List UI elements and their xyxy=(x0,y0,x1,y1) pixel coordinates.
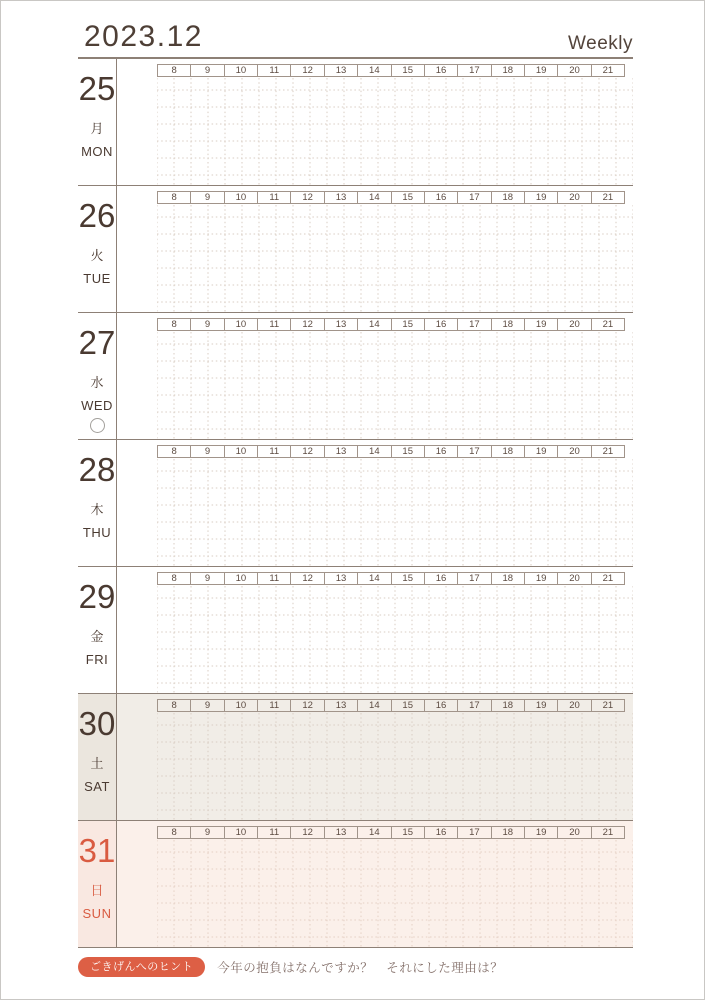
day-label-column xyxy=(78,567,117,693)
hour-cell: 10 xyxy=(224,319,257,330)
day-number: 28 xyxy=(78,451,116,488)
hour-cell: 19 xyxy=(524,827,557,838)
day-number: 31 xyxy=(78,832,116,869)
hour-cell: 18 xyxy=(491,827,524,838)
hour-cell: 18 xyxy=(491,65,524,76)
hint-badge: ごきげんへのヒント xyxy=(78,957,205,977)
day-kanji-label: 火 xyxy=(90,248,104,263)
hour-cell: 9 xyxy=(190,192,223,203)
hour-cell: 12 xyxy=(290,65,323,76)
hour-cell: 14 xyxy=(357,700,390,711)
hour-cell: 13 xyxy=(324,446,357,457)
day-row xyxy=(78,694,633,821)
day-label-column xyxy=(78,821,117,947)
day-english-label: FRI xyxy=(85,652,109,667)
dotted-grid xyxy=(157,713,633,821)
hour-cell: 11 xyxy=(257,700,290,711)
hour-cell: 17 xyxy=(457,827,490,838)
hour-cell: 11 xyxy=(257,192,290,203)
hour-cell: 17 xyxy=(457,319,490,330)
hour-cell: 21 xyxy=(591,192,624,203)
hour-cell: 11 xyxy=(257,319,290,330)
hour-cell: 8 xyxy=(171,192,177,203)
hour-cell: 16 xyxy=(424,319,457,330)
day-row xyxy=(78,567,633,694)
day-row xyxy=(78,59,633,186)
day-kanji-label: 土 xyxy=(90,756,104,771)
hour-cell: 19 xyxy=(524,319,557,330)
day-number: 30 xyxy=(78,705,116,742)
day-kanji-label: 日 xyxy=(90,883,104,898)
day-kanji-label: 月 xyxy=(90,121,104,136)
hour-cell: 12 xyxy=(290,192,323,203)
hour-cell: 8 xyxy=(171,827,177,838)
hour-cell: 18 xyxy=(491,319,524,330)
hour-cell: 15 xyxy=(391,192,424,203)
hour-cell: 12 xyxy=(290,573,323,584)
hour-cell: 20 xyxy=(557,827,590,838)
hour-cell: 16 xyxy=(424,446,457,457)
hour-cell: 17 xyxy=(457,192,490,203)
hour-cell: 14 xyxy=(357,192,390,203)
dotted-grid xyxy=(157,459,633,567)
hour-cell: 13 xyxy=(324,700,357,711)
hour-cell: 15 xyxy=(391,827,424,838)
dotted-grid xyxy=(157,332,633,440)
hour-cell: 9 xyxy=(190,573,223,584)
day-english-label: THU xyxy=(82,525,112,540)
hour-cell: 15 xyxy=(391,700,424,711)
hour-cell: 14 xyxy=(357,319,390,330)
day-number: 26 xyxy=(78,197,116,234)
dotted-grid xyxy=(157,840,633,948)
week-rows xyxy=(78,57,633,948)
hour-cell: 14 xyxy=(357,446,390,457)
day-kanji-label: 金 xyxy=(90,629,104,644)
hour-cell: 8 xyxy=(171,700,177,711)
hour-cell: 21 xyxy=(591,65,624,76)
hour-cell: 17 xyxy=(457,700,490,711)
hour-cell: 9 xyxy=(190,65,223,76)
hour-cell: 11 xyxy=(257,446,290,457)
hour-ruler xyxy=(157,572,625,585)
hour-cell: 13 xyxy=(324,192,357,203)
full-moon-icon xyxy=(90,418,105,433)
hour-cell: 9 xyxy=(190,700,223,711)
hour-cell: 16 xyxy=(424,827,457,838)
day-english-label: SUN xyxy=(82,906,112,921)
dotted-grid xyxy=(157,78,633,186)
hour-cell: 12 xyxy=(290,827,323,838)
hour-cell: 8 xyxy=(171,573,177,584)
hour-cell: 11 xyxy=(257,65,290,76)
hour-cell: 9 xyxy=(190,319,223,330)
day-row xyxy=(78,313,633,440)
hour-cell: 11 xyxy=(257,827,290,838)
hour-cell: 19 xyxy=(524,573,557,584)
hour-cell: 16 xyxy=(424,65,457,76)
day-label-column xyxy=(78,59,117,185)
hour-cell: 20 xyxy=(557,446,590,457)
day-schedule-area xyxy=(117,59,633,185)
hour-cell: 10 xyxy=(224,700,257,711)
hour-cell: 12 xyxy=(290,446,323,457)
hour-cell: 18 xyxy=(491,446,524,457)
hour-ruler xyxy=(157,445,625,458)
day-schedule-area xyxy=(117,440,633,566)
dotted-grid xyxy=(157,586,633,694)
hour-cell: 19 xyxy=(524,192,557,203)
hour-cell: 18 xyxy=(491,192,524,203)
page-title: 2023.12 xyxy=(84,20,203,53)
hour-cell: 19 xyxy=(524,700,557,711)
day-english-label: TUE xyxy=(83,271,111,286)
hour-cell: 16 xyxy=(424,700,457,711)
hour-cell: 12 xyxy=(290,319,323,330)
day-label-column xyxy=(78,440,117,566)
hour-cell: 14 xyxy=(357,65,390,76)
hour-ruler xyxy=(157,191,625,204)
day-row xyxy=(78,440,633,567)
hour-cell: 20 xyxy=(557,319,590,330)
hour-cell: 13 xyxy=(324,827,357,838)
dotted-grid xyxy=(157,205,633,313)
day-schedule-area xyxy=(117,694,633,820)
hour-cell: 20 xyxy=(557,573,590,584)
hint-text: 今年の抱負はなんですか？ それにした理由は？ xyxy=(217,961,504,975)
day-label-column xyxy=(78,313,117,439)
day-kanji-label: 木 xyxy=(90,502,104,517)
day-schedule-area xyxy=(117,313,633,439)
hour-cell: 20 xyxy=(557,65,590,76)
hour-cell: 15 xyxy=(391,446,424,457)
hour-cell: 17 xyxy=(457,65,490,76)
hour-cell: 15 xyxy=(391,319,424,330)
hour-cell: 17 xyxy=(457,446,490,457)
page-type-label: Weekly xyxy=(568,33,633,54)
day-english-label: WED xyxy=(81,398,113,413)
hour-cell: 13 xyxy=(324,319,357,330)
hour-ruler xyxy=(157,64,625,77)
day-row xyxy=(78,821,633,948)
day-row xyxy=(78,186,633,313)
hour-cell: 12 xyxy=(290,700,323,711)
hour-ruler xyxy=(157,318,625,331)
footer-hint xyxy=(78,957,503,977)
hour-cell: 18 xyxy=(491,700,524,711)
day-label-column xyxy=(78,694,117,820)
hour-cell: 16 xyxy=(424,573,457,584)
day-number: 29 xyxy=(78,578,116,615)
hour-cell: 17 xyxy=(457,573,490,584)
hour-cell: 9 xyxy=(190,827,223,838)
hour-cell: 10 xyxy=(224,446,257,457)
hour-cell: 14 xyxy=(357,573,390,584)
day-kanji-label: 水 xyxy=(90,375,104,390)
hour-cell: 21 xyxy=(591,827,624,838)
hour-cell: 19 xyxy=(524,65,557,76)
day-schedule-area xyxy=(117,821,633,947)
hour-cell: 20 xyxy=(557,192,590,203)
hour-ruler xyxy=(157,699,625,712)
day-english-label: SAT xyxy=(84,779,110,794)
day-number: 25 xyxy=(78,70,116,107)
hour-cell: 10 xyxy=(224,827,257,838)
hour-cell: 10 xyxy=(224,192,257,203)
day-label-column xyxy=(78,186,117,312)
hour-cell: 9 xyxy=(190,446,223,457)
day-schedule-area xyxy=(117,567,633,693)
hour-ruler xyxy=(157,826,625,839)
hour-cell: 21 xyxy=(591,700,624,711)
day-number: 27 xyxy=(78,324,116,361)
hour-cell: 20 xyxy=(557,700,590,711)
hour-cell: 21 xyxy=(591,319,624,330)
hour-cell: 15 xyxy=(391,573,424,584)
hour-cell: 8 xyxy=(171,446,177,457)
day-english-label: MON xyxy=(81,144,113,159)
hour-cell: 10 xyxy=(224,573,257,584)
hour-cell: 21 xyxy=(591,573,624,584)
hour-cell: 21 xyxy=(591,446,624,457)
hour-cell: 13 xyxy=(324,65,357,76)
hour-cell: 18 xyxy=(491,573,524,584)
hour-cell: 14 xyxy=(357,827,390,838)
hour-cell: 11 xyxy=(257,573,290,584)
hour-cell: 10 xyxy=(224,65,257,76)
day-schedule-area xyxy=(117,186,633,312)
hour-cell: 16 xyxy=(424,192,457,203)
hour-cell: 19 xyxy=(524,446,557,457)
hour-cell: 13 xyxy=(324,573,357,584)
hour-cell: 8 xyxy=(171,319,177,330)
hour-cell: 8 xyxy=(171,65,177,76)
hour-cell: 15 xyxy=(391,65,424,76)
